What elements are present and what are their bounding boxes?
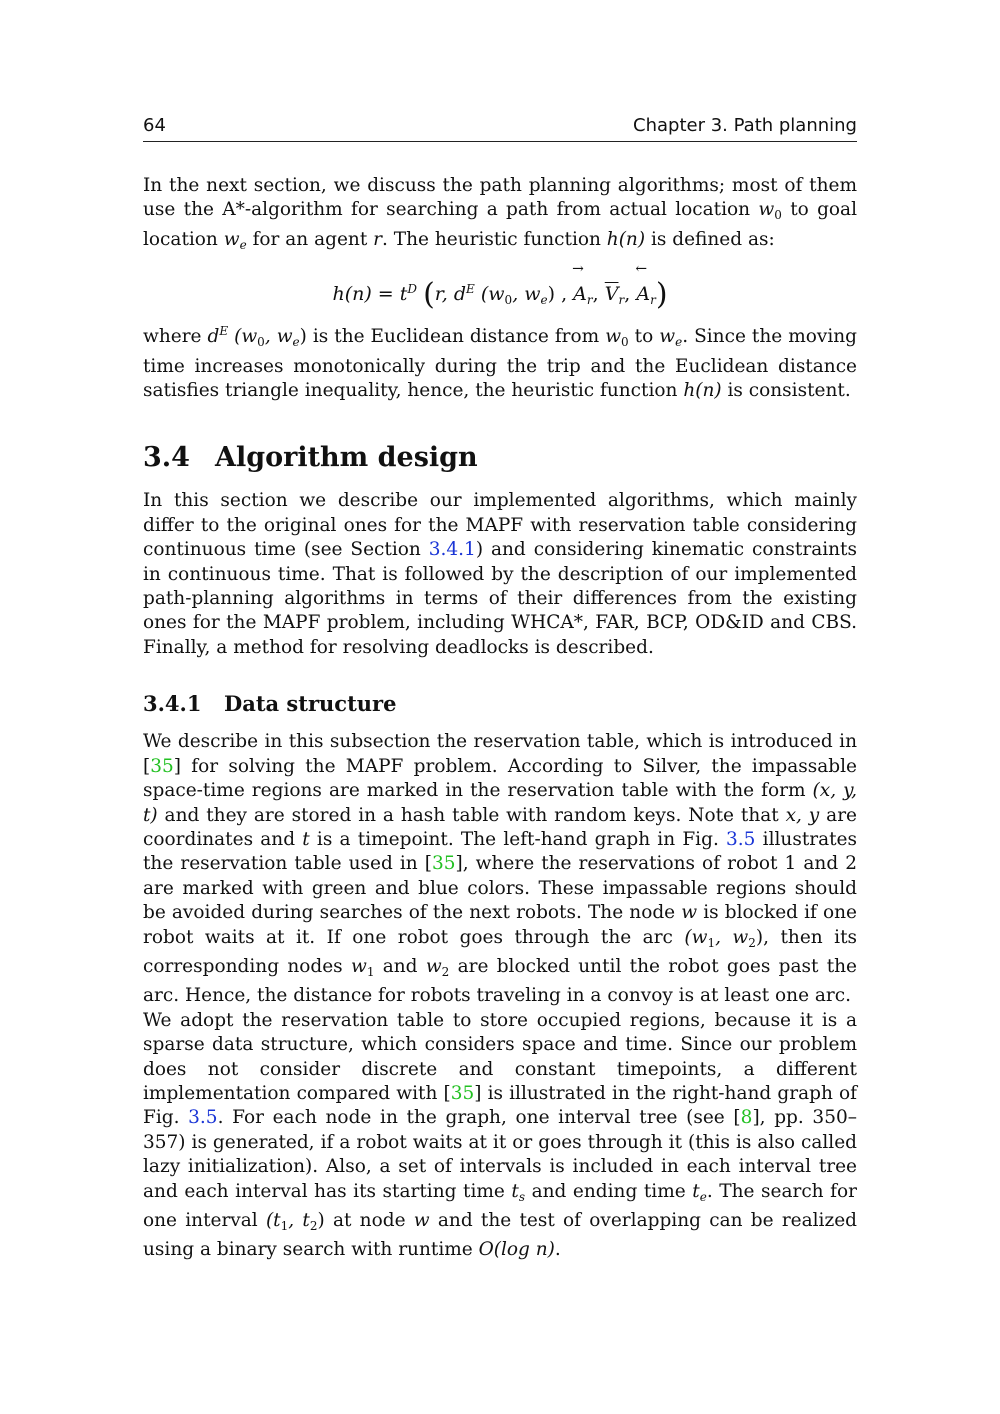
citation-35-link[interactable]: 35 xyxy=(450,1082,475,1104)
intro-paragraph: In the next section, we discuss the path planning algorithms; most of them use the A*-algorithm for searching a path from actual location $w_0$ to goal location $w_e$ for an agent r. The heuristic function h(n) is defined as: xyxy=(143,175,857,252)
figure-ref-link[interactable]: 3.5 xyxy=(188,1107,218,1129)
equation-explanation: where $d^E$ ($w_0$, $w_e$) is the Euclidean distance from $w_0$ to $w_e$. Since the moving time increases monotonically during the trip and the Euclidean distance satisfies triangle inequality, hence, the heuristic function h(n) is consistent. xyxy=(143,324,858,402)
subsection-heading: 3.4.1 Data structure xyxy=(143,691,397,717)
section-paragraph: In this section we describe our implemented algorithms, which mainly differ to the original ones for the MAPF with reservation table considering continuous time (see Section 3.4.1) and considering kinematic constraints in continuous time. That is followed by the description of our implemented path-planning algorithms in terms of their differences from the existing ones for the MAPF problem, including WHCA*, FAR, BCP, OD&ID and CBS. Finally, a method for resolving deadlocks is described. xyxy=(143,490,857,658)
heuristic-equation: $h(n) = t^D$ (r, $d^E$ ($w_0$, $w_e$) , → $A_r$, $\overline{V}_r$, ← $A_r$) xyxy=(332,261,668,313)
figure-ref-link[interactable]: 3.5 xyxy=(726,828,756,850)
running-header xyxy=(143,113,857,142)
citation-35-link[interactable]: 35 xyxy=(431,853,456,875)
citation-35-link[interactable]: 35 xyxy=(150,755,174,777)
page-number: 64 xyxy=(143,115,166,136)
subsection-paragraph-1: We describe in this subsection the reservation table, which is introduced in [35] for solving the MAPF problem. According to Silver, the impassable space-time regions are marked in the reservation table with the form (x, y, t) and they are stored in a hash table with random keys. Note that x, y are coordinates and t is a timepoint. The left-hand graph in Fig. 3.5 illustrates the reservation table used in [35], where the reservations of robot 1 and 2 are marked with green and blue colors. These impassable regions should be avoided during searches of the next robots. The node w is blocked if one robot waits at it. If one robot goes through the arc ($w_1$, $w_2$), then its corresponding nodes $w_1$ and $w_2$ are blocked until the robot goes past the arc. Hence, the distance for robots traveling in a convoy is at least one arc. xyxy=(143,731,858,1007)
section-heading: 3.4 Algorithm design xyxy=(143,442,478,474)
page-body xyxy=(143,174,857,1263)
chapter-title: Chapter 3. Path planning xyxy=(633,115,857,136)
citation-8-link[interactable]: 8 xyxy=(740,1107,753,1129)
subsection-paragraph-2: We adopt the reservation table to store occupied regions, because it is a sparse data structure, which considers space and time. Since our problem does not consider discrete and constant timepoints, a different implementation compared with [35] is illustrated in the right-hand graph of Fig. 3.5. For each node in the graph, one interval tree (see [8], pp. 350–357) is generated, if a robot waits at it or goes through it (this is also called lazy initialization). Also, a set of intervals is included in each interval tree and each interval has its starting time $t_s$ and ending time $t_e$. The search for one interval ($t_1$, $t_2$) at node w and the test of overlapping can be realized using a binary search with runtime O(log n). xyxy=(143,1009,858,1261)
section-ref-link[interactable]: 3.4.1 xyxy=(428,539,476,561)
